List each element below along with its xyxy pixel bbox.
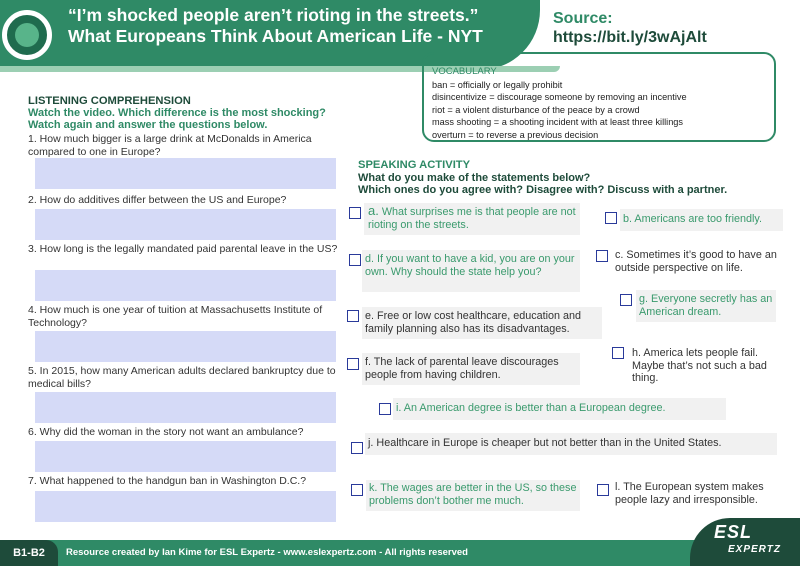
- statement-k-checkbox[interactable]: [351, 484, 363, 496]
- question-7: 7. What happened to the handgun ban in Washington D.C.?: [28, 475, 307, 487]
- listening-title: LISTENING COMPREHENSION: [28, 95, 191, 107]
- vocab-item: ban = officially or legally prohibit: [432, 79, 563, 90]
- statement-e-checkbox[interactable]: [347, 310, 359, 322]
- logo-text-top: ESL: [714, 522, 753, 542]
- speaking-instruction-1: What do you make of the statements below?: [358, 171, 591, 184]
- vocab-item: disincentivize = discourage someone by removing an incentive: [432, 92, 687, 103]
- statement-d: d. If you want to have a kid, you are on your own. Why should the state help you?: [362, 250, 580, 292]
- question-1: 1. How much bigger is a large drink at McDonalds in America compared to one in Europe?: [28, 133, 312, 158]
- listening-instruction-2: Watch again and answer the questions below.: [28, 119, 268, 131]
- statement-g-checkbox[interactable]: [620, 294, 632, 306]
- question-6: 6. Why did the woman in the story not want an ambulance?: [28, 426, 304, 438]
- answer-box-3[interactable]: [35, 270, 336, 301]
- statement-l-checkbox[interactable]: [597, 484, 609, 496]
- esl-expertz-logo: [690, 518, 800, 566]
- statement-a-letter: a.: [368, 203, 379, 218]
- answer-box-6[interactable]: [35, 441, 336, 472]
- statement-b-checkbox[interactable]: [605, 212, 617, 224]
- speaking-title: SPEAKING ACTIVITY: [358, 159, 471, 171]
- statement-a-checkbox[interactable]: [349, 207, 361, 219]
- statement-d-checkbox[interactable]: [349, 254, 361, 266]
- question-4: 4. How much is one year of tuition at Massachusetts Institute of Technology?: [28, 304, 323, 329]
- vocabulary-box: [422, 52, 776, 142]
- logo-text-bottom: EXPERTZ: [728, 544, 781, 555]
- vocab-item: mass shooting = a shooting incident with at least three killings: [432, 117, 684, 128]
- statement-l: l. The European system makes people lazy and irresponsible.: [615, 481, 764, 506]
- speaking-instruction-2: Which ones do you agree with? Disagree with? Discuss with a partner.: [358, 184, 728, 196]
- statement-f: f. The lack of parental leave discourages people from having children.: [362, 353, 580, 385]
- listening-instruction-1: Watch the video. Which difference is the most shocking?: [28, 107, 326, 119]
- listening-header: [28, 95, 326, 131]
- source-link[interactable]: https://bit.ly/3wAjAlt: [553, 29, 707, 46]
- question-2: 2. How do additives differ between the US and Europe?: [28, 194, 287, 206]
- statement-a-text: What surprises me is that people are not rioting on the streets.: [368, 206, 576, 231]
- question-5: 5. In 2015, how many American adults declared bankruptcy due to medical bills?: [28, 365, 336, 390]
- title-line-1: “I’m shocked people aren’t rioting in the streets.”: [68, 5, 479, 25]
- statement-c-checkbox[interactable]: [596, 250, 608, 262]
- statement-b: b. Americans are too friendly.: [620, 209, 783, 231]
- answer-box-4[interactable]: [35, 331, 336, 362]
- vocabulary-heading: VOCABULARY: [432, 66, 497, 77]
- answer-box-1[interactable]: [35, 158, 336, 189]
- statement-g: g. Everyone secretly has an American dream.: [636, 290, 776, 322]
- statement-f-checkbox[interactable]: [347, 358, 359, 370]
- statement-c: c. Sometimes it’s good to have an outside perspective on life.: [615, 249, 777, 274]
- answer-box-5[interactable]: [35, 392, 336, 423]
- source-label: Source:: [553, 10, 613, 27]
- question-3: 3. How long is the legally mandated paid parental leave in the US?: [28, 243, 338, 255]
- page-title: [68, 5, 483, 47]
- vocab-item: riot = a violent disturbance of the peace by a crowd: [432, 104, 640, 115]
- footer-credit: Resource created by Ian Kime for ESL Expertz - www.eslexpertz.com - All rights reserved: [66, 547, 468, 558]
- level-badge: B1-B2: [0, 540, 58, 566]
- statement-i: i. An American degree is better than a European degree.: [393, 398, 726, 420]
- title-line-2: What Europeans Think About American Life - NYT: [68, 26, 483, 46]
- vocab-item: overturn = to reverse a previous decision: [432, 129, 599, 140]
- statement-i-checkbox[interactable]: [379, 403, 391, 415]
- statement-h-checkbox[interactable]: [612, 347, 624, 359]
- statement-j-checkbox[interactable]: [351, 442, 363, 454]
- statement-a: [364, 203, 580, 235]
- answer-box-2[interactable]: [35, 209, 336, 240]
- answer-box-7[interactable]: [35, 491, 336, 522]
- circle-logo-icon: [2, 10, 52, 60]
- source-block: [553, 9, 707, 47]
- statement-h: h. America lets people fail. Maybe that’s not such a bad thing.: [632, 347, 767, 384]
- statement-j: j. Healthcare in Europe is cheaper but not better than in the United States.: [365, 433, 777, 455]
- statement-e: e. Free or low cost healthcare, education and family planning also has its disadvantages.: [362, 307, 602, 339]
- statement-k: k. The wages are better in the US, so these problems don’t bother me much.: [366, 480, 580, 511]
- speaking-header: [358, 159, 727, 197]
